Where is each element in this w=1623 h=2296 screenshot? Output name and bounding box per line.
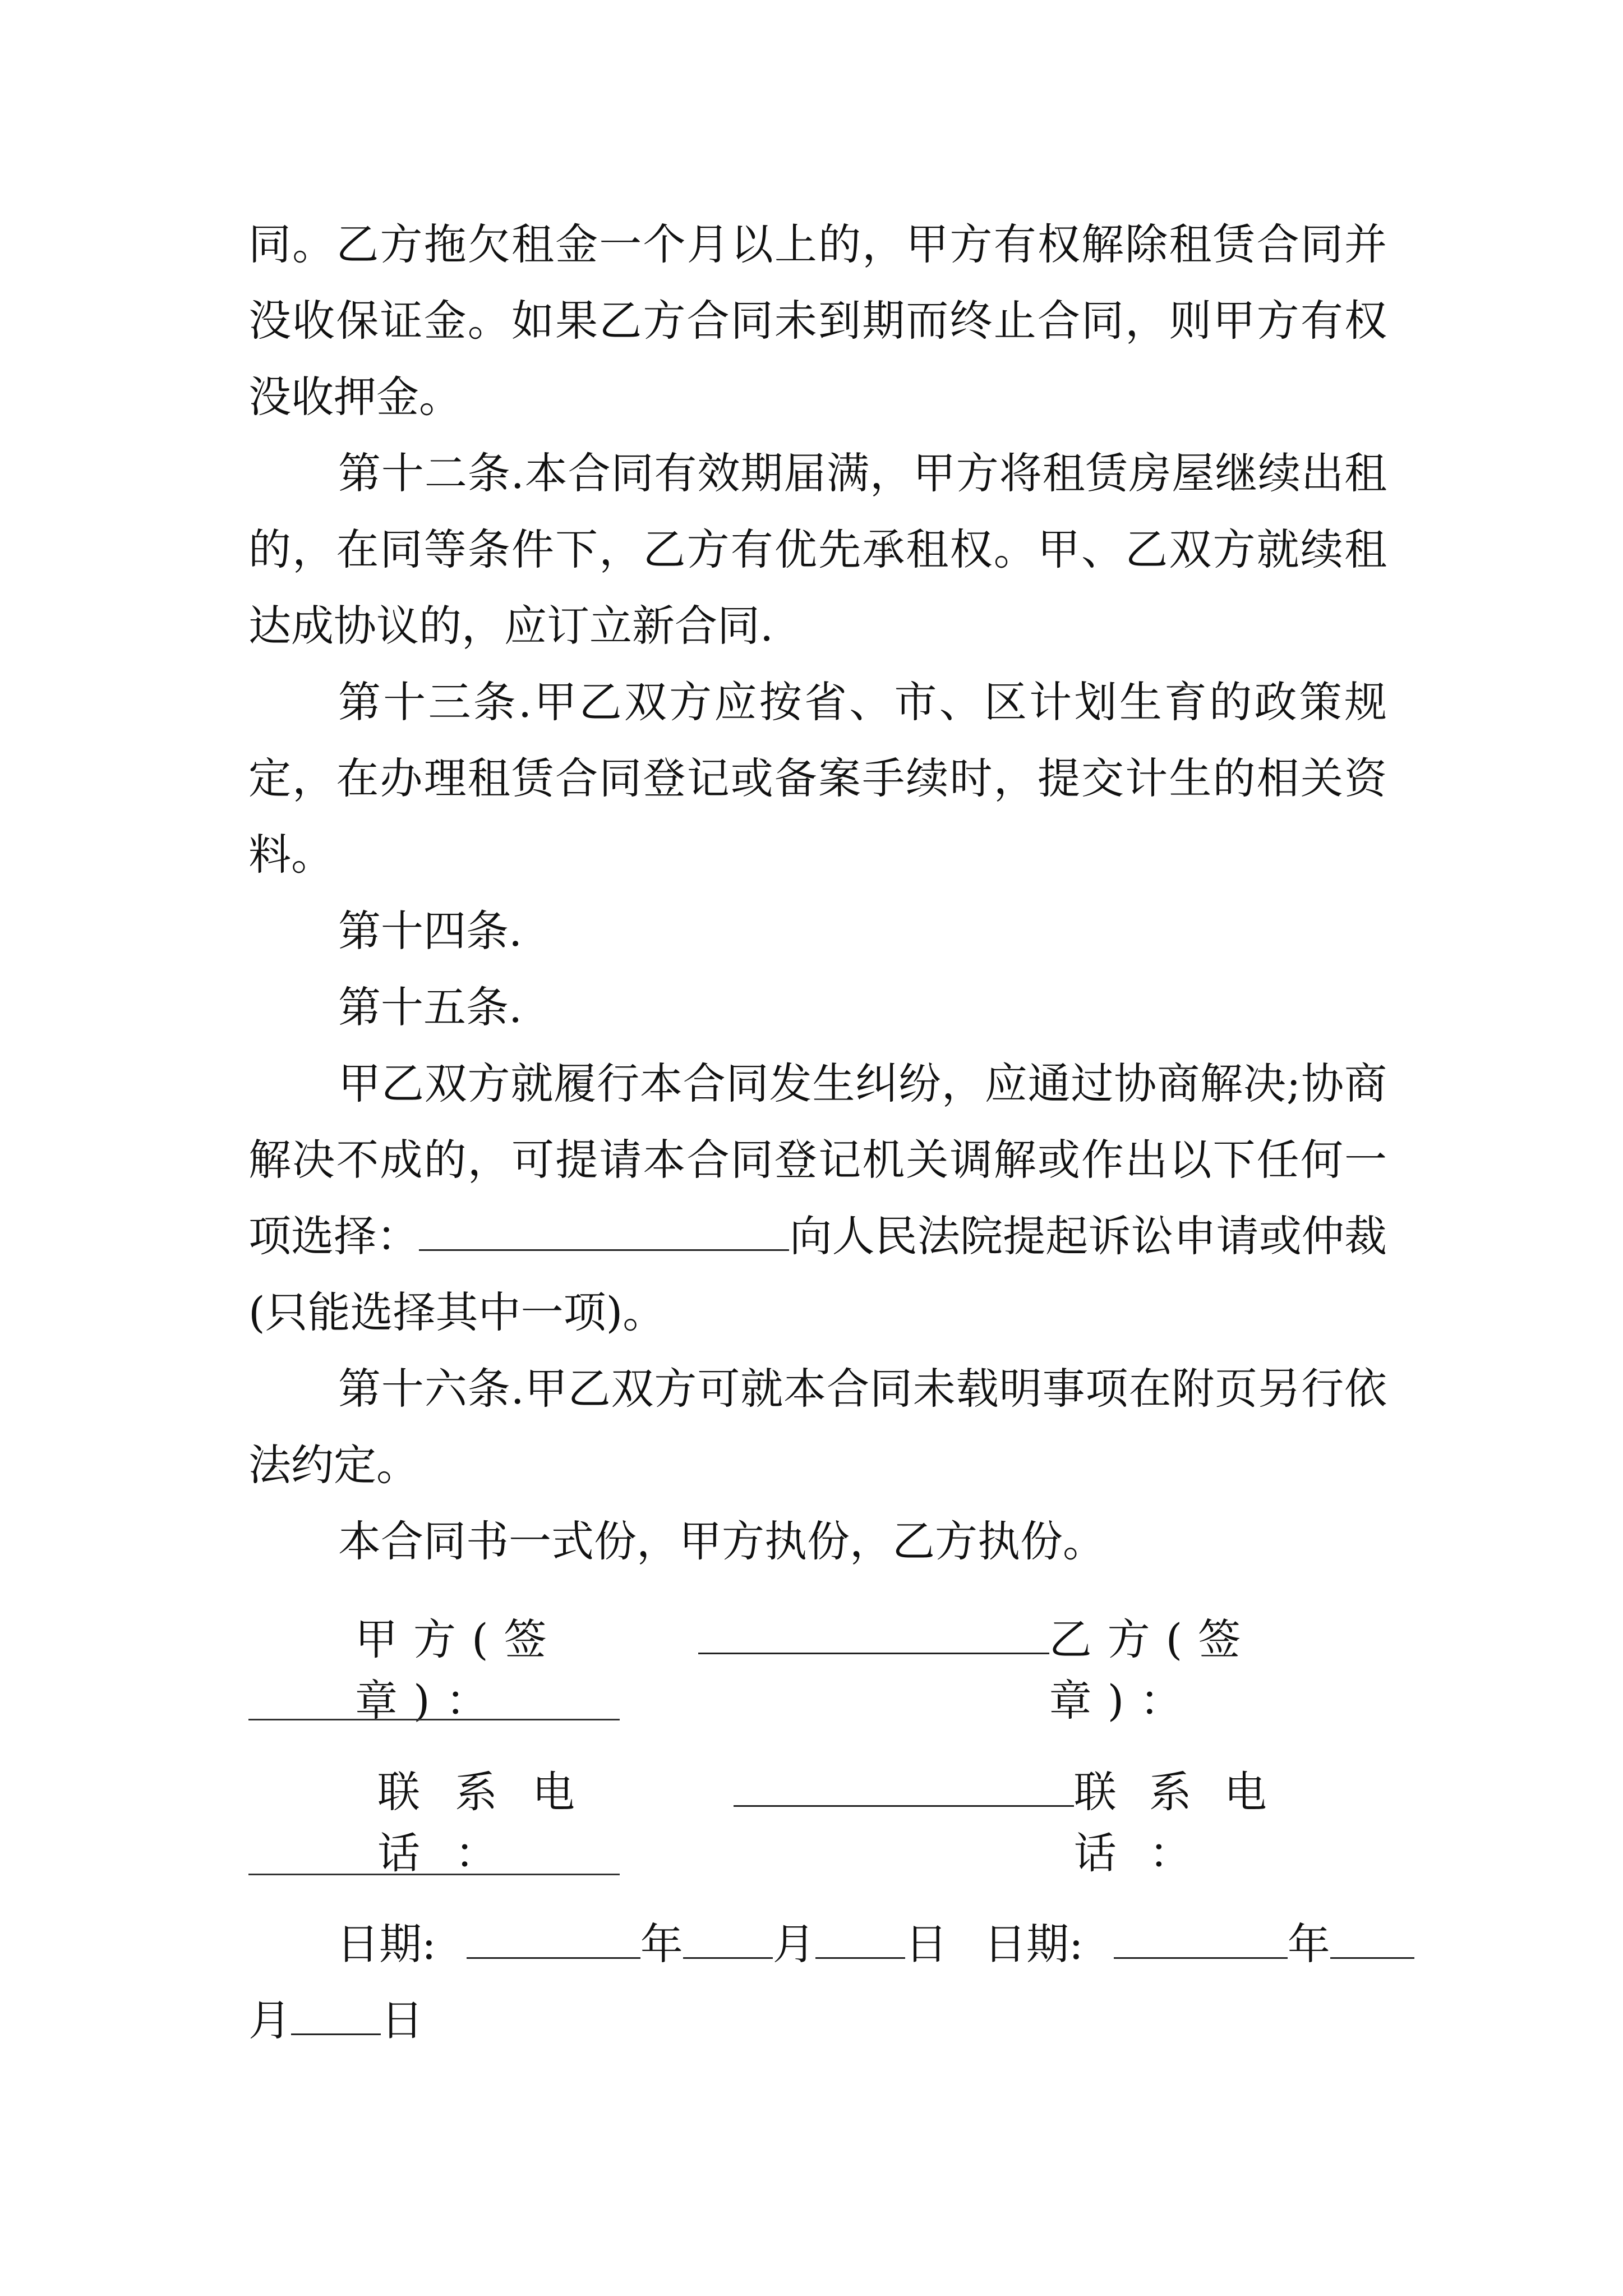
- party-a-signature-blank[interactable]: [698, 1619, 1049, 1654]
- date-row-continued: [248, 1986, 423, 2047]
- phone-a-label: 联系电话：: [377, 1767, 610, 1878]
- date-a-day-blank[interactable]: [815, 1924, 905, 1959]
- date-b-year-blank[interactable]: [1114, 1924, 1288, 1959]
- date-b-month-label: 月: [248, 1995, 291, 2045]
- dispute-choice-blank[interactable]: [419, 1216, 789, 1251]
- date-b-year-label: 年: [1287, 1919, 1330, 1969]
- dispute-clause-text-b: 向人民法院提起诉讼申请或仲裁(只能选择其中一项)。: [248, 1211, 1387, 1337]
- date-a-year-label: 年: [640, 1919, 683, 1969]
- party-a-label: 甲方(签章)：: [355, 1614, 562, 1726]
- article-13: 第十三条.甲乙双方应按省、市、区计划生育的政策规定，在办理租赁合同登记或备案手续时，提交计生的相关资料。: [248, 677, 1387, 880]
- phone-b-blank[interactable]: [248, 1874, 620, 1875]
- dispute-clause: [248, 1046, 1387, 1351]
- copies-clause: 本合同书一式份，甲方执份，乙方执份。: [338, 1516, 1105, 1566]
- party-a-phone: [248, 1758, 1074, 1880]
- date-b-label: 日期:: [983, 1919, 1083, 1969]
- signature-row: [248, 1605, 1387, 1728]
- date-a-day-label: 日: [905, 1919, 948, 1969]
- article-12: 第十二条.本合同有效期届满，甲方将租赁房屋继续出租的，在同等条件下，乙方有优先承租权。甲、乙双方就续租达成协议的，应订立新合同.: [248, 448, 1387, 651]
- party-b-signature-blank[interactable]: [248, 1719, 620, 1720]
- date-b-day-blank[interactable]: [291, 2000, 381, 2035]
- date-a-month-label: 月: [772, 1919, 815, 1969]
- article-16: 第十六条.甲乙双方可就本合同未载明事项在附页另行依法约定。: [248, 1364, 1387, 1490]
- date-row: [336, 1910, 1414, 1971]
- date-a-label: 日期:: [336, 1919, 436, 1969]
- date-a-year-blank[interactable]: [467, 1924, 640, 1959]
- phone-row: [248, 1758, 1387, 1880]
- article-15: 第十五条.: [338, 982, 523, 1032]
- party-a-signature: [248, 1605, 1049, 1728]
- date-b-month-blank[interactable]: [1330, 1924, 1414, 1959]
- dispute-clause-text-a: 甲乙双方就履行本合同发生纠纷，应通过协商解决;协商解决不成的，可提请本合同登记机关调解或作出以下任何一项选择：: [248, 1059, 1387, 1261]
- date-a-month-blank[interactable]: [683, 1924, 773, 1959]
- party-b-label: 乙方(签章)：: [1049, 1614, 1257, 1726]
- phone-b-label: 联系电话：: [1073, 1767, 1299, 1878]
- paragraph-continuation: 同。乙方拖欠租金一个月以上的，甲方有权解除租赁合同并没收保证金。如果乙方合同未到期而终止合同，则甲方有权没收押金。: [248, 219, 1387, 422]
- phone-a-blank[interactable]: [734, 1772, 1074, 1807]
- contract-body: [248, 206, 1387, 1580]
- date-b-day-label: 日: [381, 1995, 423, 2045]
- article-14: 第十四条.: [338, 906, 523, 956]
